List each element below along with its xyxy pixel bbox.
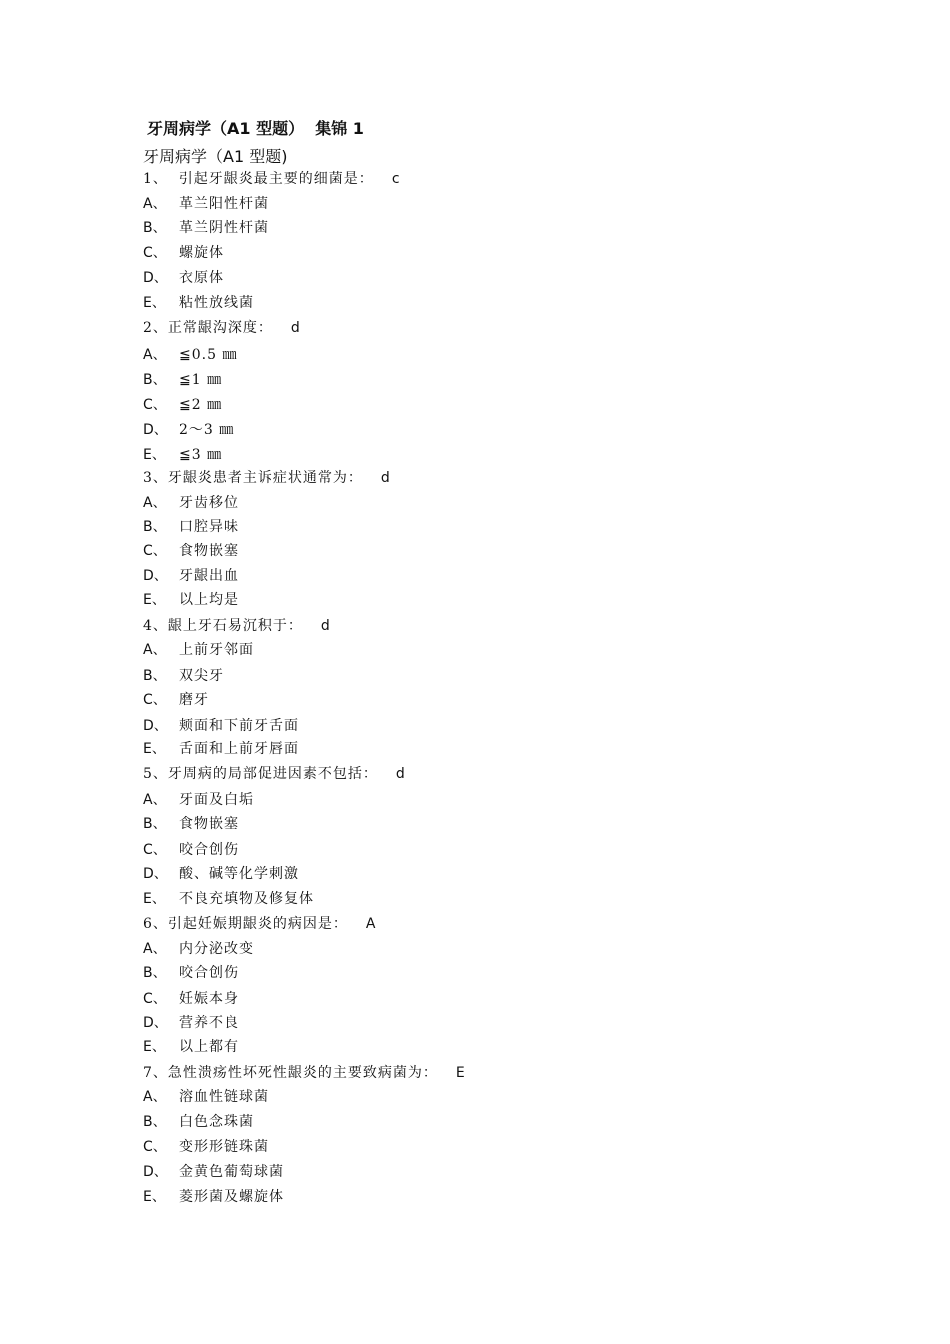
option-c [143, 690, 209, 710]
option-c [143, 243, 224, 263]
option-text: 内分泌改变 [179, 941, 254, 957]
question-stem: 6、引起妊娠期龈炎的病因是： [143, 916, 348, 932]
question-answer: E [455, 1065, 465, 1081]
option-label: B、 [143, 965, 167, 981]
option-e [143, 1037, 239, 1057]
option-label: A、 [143, 196, 167, 212]
option-label: E、 [143, 1189, 166, 1205]
option-label: A、 [143, 792, 167, 808]
option-text: 颊面和下前牙舌面 [179, 718, 299, 734]
option-text: 白色念珠菌 [179, 1114, 254, 1130]
question-answer: A [365, 916, 376, 932]
question-6 [143, 914, 376, 934]
option-label: B、 [143, 519, 167, 535]
option-text: ≦1 ㎜ [179, 372, 223, 388]
option-d [143, 1162, 284, 1182]
option-label: C、 [143, 543, 167, 559]
option-label: C、 [143, 692, 167, 708]
option-d [143, 864, 299, 884]
question-1 [143, 169, 400, 189]
option-label: A、 [143, 347, 167, 363]
document-title: 牙周病学（A1 型题） 集锦 1 [147, 119, 364, 138]
option-a [143, 640, 254, 660]
question-stem: 1、 引起牙龈炎最主要的细菌是： [143, 171, 374, 187]
option-label: C、 [143, 1139, 167, 1155]
option-text: 牙齿移位 [179, 495, 239, 511]
question-2 [143, 318, 300, 338]
question-stem: 7、急性溃疡性坏死性龈炎的主要致病菌为： [143, 1065, 438, 1081]
option-text: 咬合创伤 [179, 965, 239, 981]
option-text: 变形形链珠菌 [179, 1139, 269, 1155]
option-e [143, 293, 254, 313]
option-text: 牙面及白垢 [179, 792, 254, 808]
option-a [143, 345, 237, 365]
option-a [143, 493, 239, 513]
option-label: D、 [143, 866, 168, 882]
option-label: B、 [143, 668, 167, 684]
option-c [143, 1137, 269, 1157]
option-label: E、 [143, 1039, 166, 1055]
option-d [143, 420, 234, 440]
option-text: 溶血性链球菌 [179, 1089, 269, 1105]
question-answer: d [290, 320, 300, 336]
option-label: C、 [143, 991, 167, 1007]
option-text: 咬合创伤 [179, 842, 239, 858]
option-text: 牙龈出血 [179, 568, 239, 584]
option-label: C、 [143, 397, 167, 413]
option-label: B、 [143, 1114, 167, 1130]
option-d [143, 716, 299, 736]
option-b [143, 370, 222, 390]
option-text: 舌面和上前牙唇面 [179, 741, 299, 757]
option-text: ≦3 ㎜ [179, 447, 223, 463]
question-stem: 5、牙周病的局部促进因素不包括： [143, 766, 378, 782]
option-b [143, 814, 239, 834]
option-text: 菱形菌及螺旋体 [179, 1189, 284, 1205]
option-label: A、 [143, 1089, 167, 1105]
option-label: D、 [143, 422, 168, 438]
option-d [143, 566, 239, 586]
option-text: 金黄色葡萄球菌 [179, 1164, 284, 1180]
option-label: B、 [143, 220, 167, 236]
option-label: D、 [143, 568, 168, 584]
document-subtitle: 牙周病学（A1 型题) [143, 147, 288, 166]
option-label: D、 [143, 1164, 168, 1180]
option-c [143, 840, 239, 860]
option-label: D、 [143, 718, 168, 734]
option-e [143, 1187, 284, 1207]
option-a [143, 790, 254, 810]
question-answer: d [320, 618, 330, 634]
option-label: E、 [143, 592, 166, 608]
option-text: 酸、碱等化学刺激 [179, 866, 299, 882]
option-label: E、 [143, 741, 166, 757]
option-text: 上前牙邻面 [179, 642, 254, 658]
option-text: 2～3 ㎜ [179, 422, 235, 438]
option-c [143, 989, 239, 1009]
option-d [143, 1013, 239, 1033]
option-text: 以上均是 [179, 592, 239, 608]
option-label: B、 [143, 816, 167, 832]
option-e [143, 889, 314, 909]
option-text: 不良充填物及修复体 [179, 891, 314, 907]
option-label: A、 [143, 642, 167, 658]
option-b [143, 666, 224, 686]
option-text: ≦0.5 ㎜ [179, 347, 238, 363]
option-text: 食物嵌塞 [179, 543, 239, 559]
option-e [143, 739, 299, 759]
question-answer: d [380, 470, 390, 486]
option-label: D、 [143, 1015, 168, 1031]
option-text: 营养不良 [179, 1015, 239, 1031]
option-label: B、 [143, 372, 167, 388]
option-a [143, 1087, 269, 1107]
option-e [143, 590, 239, 610]
option-label: C、 [143, 842, 167, 858]
option-b [143, 1112, 254, 1132]
option-text: 革兰阳性杆菌 [179, 196, 269, 212]
option-text: 口腔异味 [179, 519, 239, 535]
question-stem: 4、龈上牙石易沉积于： [143, 618, 303, 634]
option-text: 双尖牙 [179, 668, 224, 684]
option-text: 食物嵌塞 [179, 816, 239, 832]
option-label: E、 [143, 891, 166, 907]
option-a [143, 194, 269, 214]
option-e [143, 445, 222, 465]
question-stem: 2、正常龈沟深度： [143, 320, 273, 336]
option-b [143, 963, 239, 983]
question-4 [143, 616, 330, 636]
option-text: 螺旋体 [179, 245, 224, 261]
option-label: A、 [143, 495, 167, 511]
option-label: C、 [143, 245, 167, 261]
option-text: 以上都有 [179, 1039, 239, 1055]
option-text: 磨牙 [179, 692, 209, 708]
option-text: ≦2 ㎜ [179, 397, 223, 413]
option-text: 革兰阴性杆菌 [179, 220, 269, 236]
option-label: E、 [143, 447, 166, 463]
option-c [143, 395, 222, 415]
option-text: 衣原体 [179, 270, 224, 286]
question-stem: 3、牙龈炎患者主诉症状通常为： [143, 470, 363, 486]
option-b [143, 218, 269, 238]
question-answer: c [391, 171, 400, 187]
option-c [143, 541, 239, 561]
option-label: E、 [143, 295, 166, 311]
option-a [143, 939, 254, 959]
option-text: 妊娠本身 [179, 991, 239, 1007]
option-d [143, 268, 224, 288]
question-5 [143, 764, 405, 784]
option-text: 粘性放线菌 [179, 295, 254, 311]
question-7 [143, 1063, 465, 1083]
question-answer: d [395, 766, 405, 782]
question-3 [143, 468, 390, 488]
option-label: A、 [143, 941, 167, 957]
option-label: D、 [143, 270, 168, 286]
option-b [143, 517, 239, 537]
